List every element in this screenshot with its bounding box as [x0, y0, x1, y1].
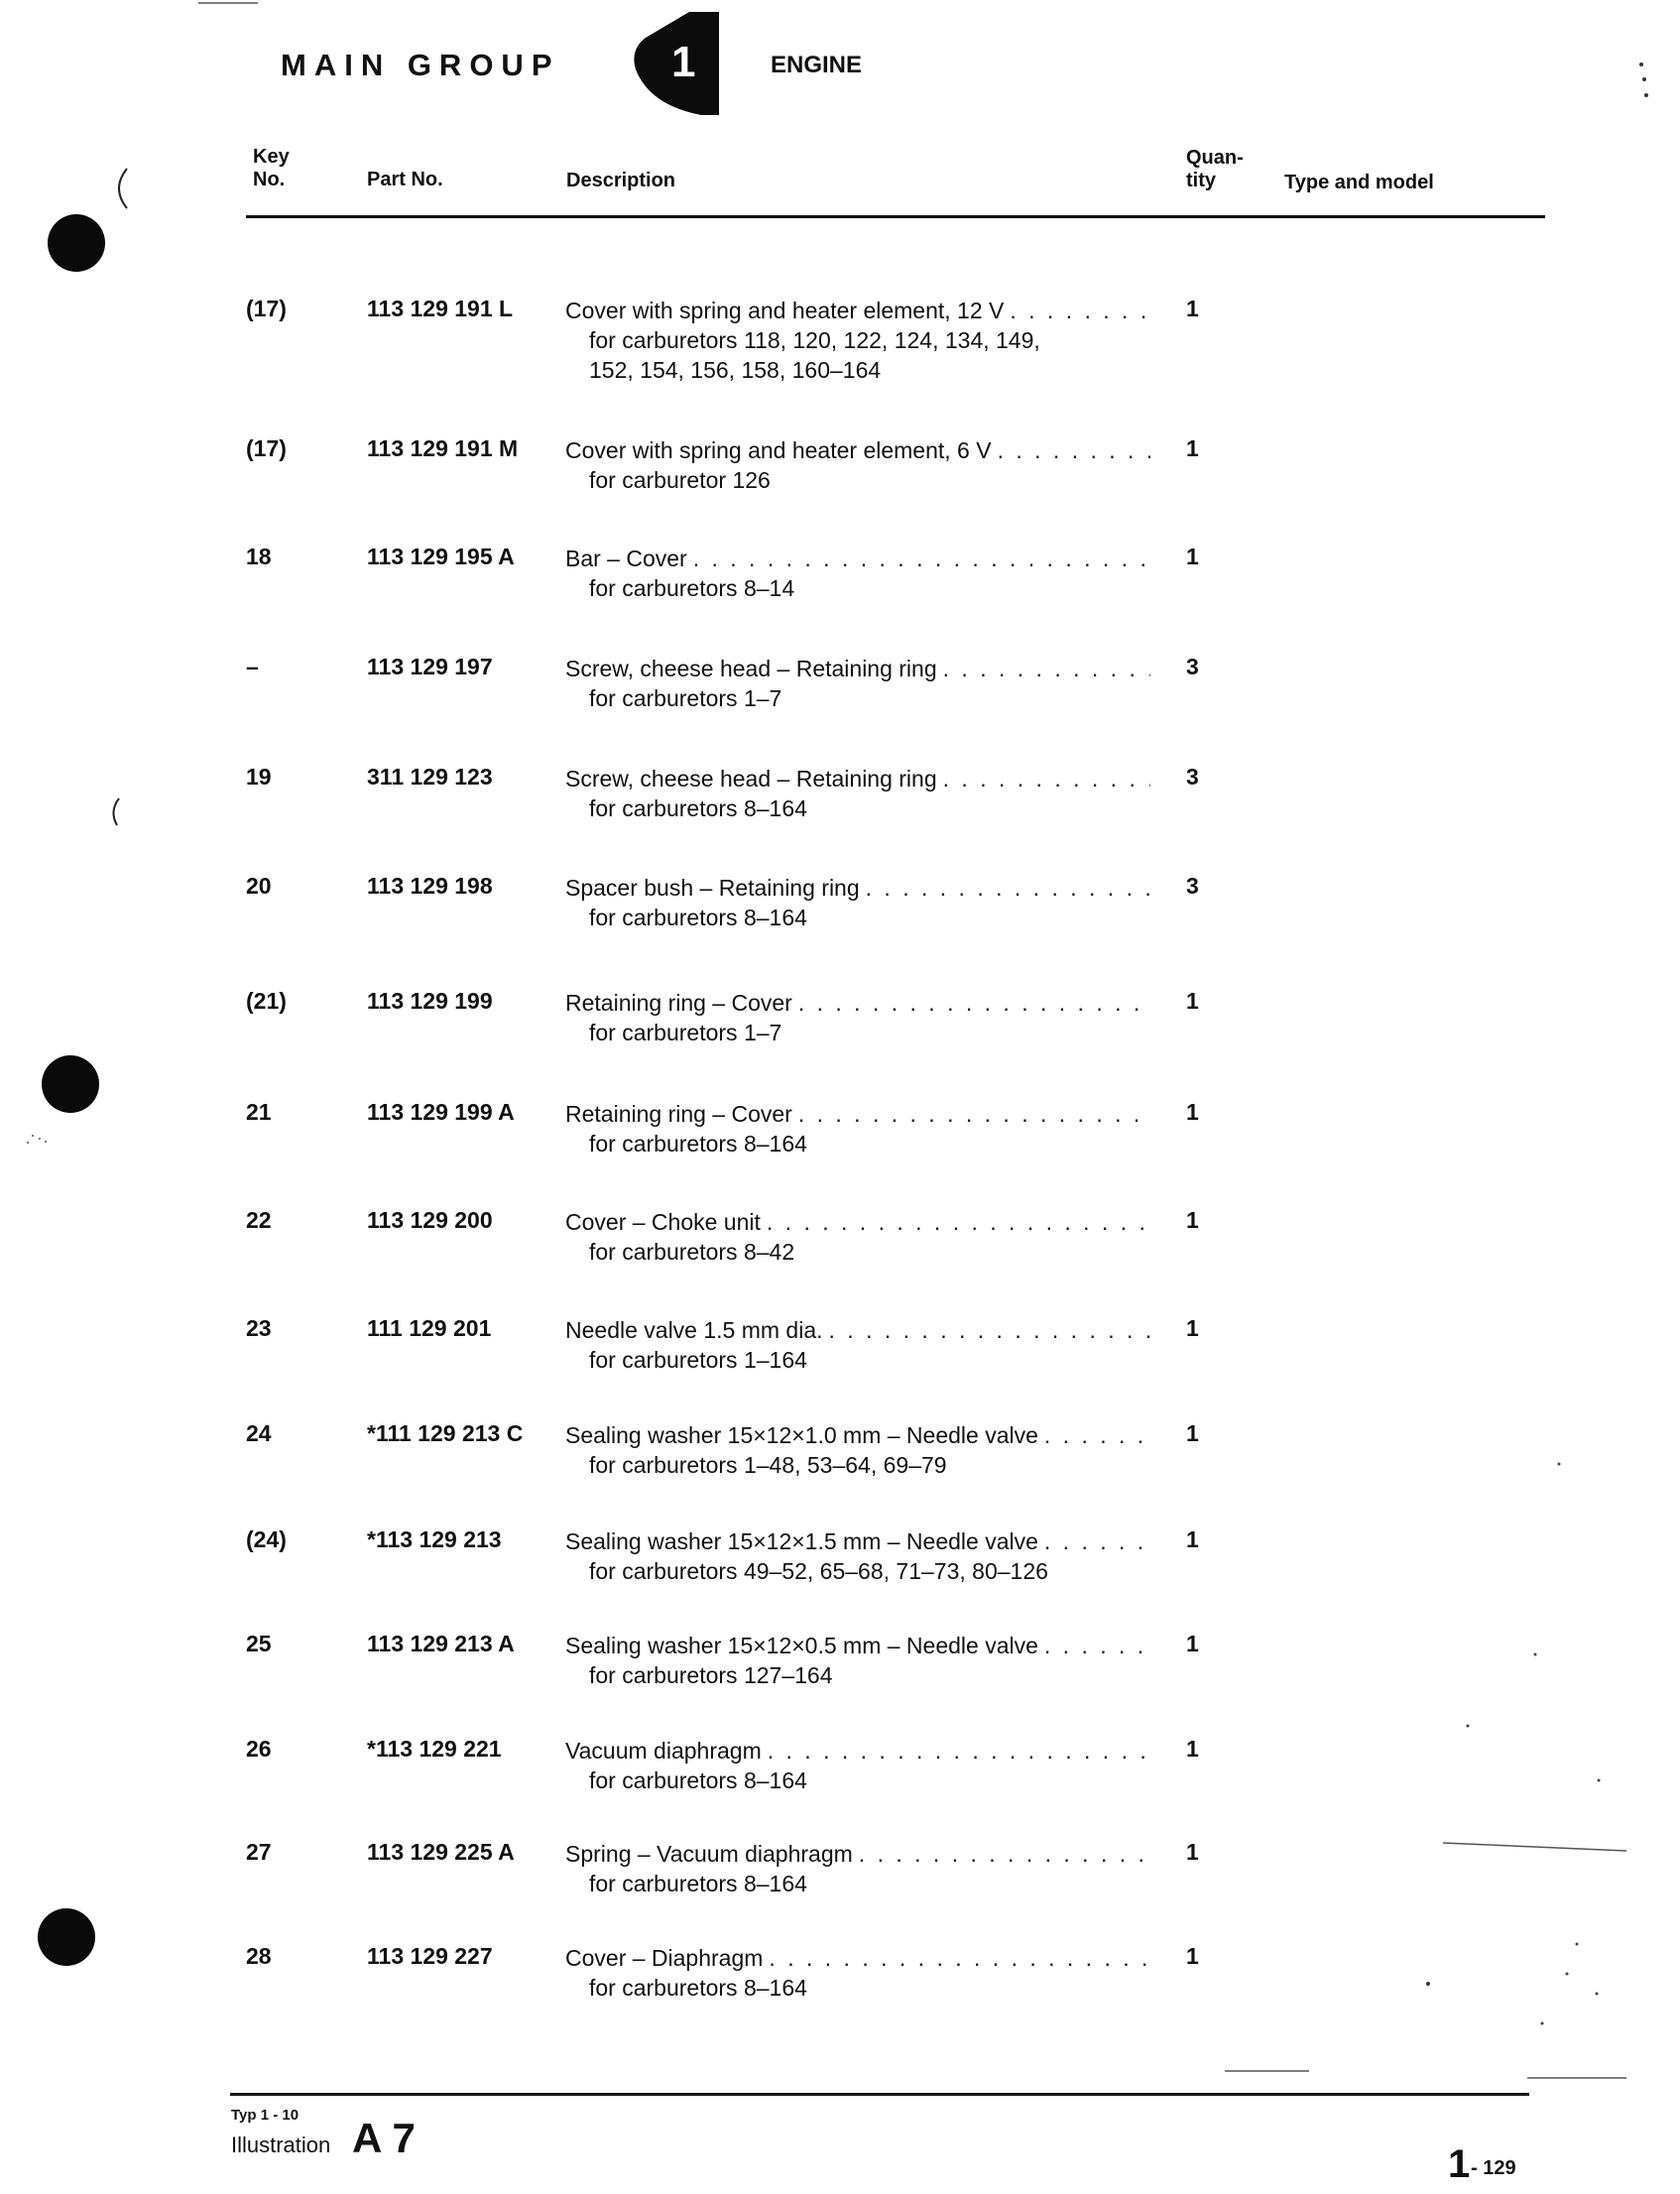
row-description-main [565, 1099, 1150, 1129]
row-application: for carburetors 8–164 [589, 1131, 807, 1157]
row-application: for carburetors 8–164 [589, 1767, 807, 1793]
row-description [565, 544, 1150, 603]
row-description [565, 654, 1150, 713]
parts-row [0, 1207, 1680, 1296]
column-quantity-label: Quan- tity [1186, 147, 1244, 191]
row-application: for carburetors 8–164 [589, 795, 807, 821]
row-description-text: Cover with spring and heater element, 6 V [565, 437, 992, 463]
parts-row [0, 1315, 1680, 1404]
dot-leader [859, 1839, 1150, 1869]
illustration-code: A 7 [352, 2115, 416, 2161]
row-description-main [565, 1839, 1150, 1869]
row-quantity: 3 [1186, 873, 1199, 899]
row-description-text: Screw, cheese head – Retaining ring [565, 766, 937, 792]
row-key-no: (17) [246, 296, 287, 321]
row-description [565, 764, 1150, 823]
row-application: for carburetors 8–164 [589, 905, 807, 930]
page-number-sub: - 129 [1471, 2157, 1516, 2179]
row-description-text: Cover – Choke unit [565, 1209, 761, 1235]
dot-leader [829, 1315, 1150, 1345]
parts-row [0, 1631, 1680, 1720]
row-key-no: 28 [246, 1943, 272, 1969]
row-description [565, 1736, 1150, 1795]
row-description [565, 296, 1150, 385]
row-part-no: 113 129 199 A [367, 1099, 515, 1125]
parts-row [0, 296, 1680, 385]
row-key-no: 22 [246, 1207, 272, 1233]
row-description [565, 1420, 1150, 1480]
parts-row [0, 1099, 1680, 1188]
row-description [565, 988, 1150, 1047]
row-key-no: 20 [246, 873, 272, 899]
row-description-text: Spacer bush – Retaining ring [565, 875, 860, 901]
column-part-no: Part No. [367, 169, 443, 190]
row-quantity: 1 [1186, 1526, 1199, 1552]
row-description [565, 1207, 1150, 1267]
row-key-no: 27 [246, 1839, 272, 1865]
row-quantity: 1 [1186, 1631, 1199, 1656]
row-description [565, 1839, 1150, 1898]
column-quantity [1186, 147, 1256, 192]
row-application: for carburetors 8–42 [589, 1239, 795, 1265]
row-description-main [565, 435, 1150, 465]
row-description-main [565, 1943, 1150, 1973]
row-description-main [565, 1207, 1150, 1237]
row-part-no: 113 129 225 A [367, 1839, 515, 1865]
parts-row [0, 988, 1680, 1077]
parts-row [0, 873, 1680, 962]
row-description-main [565, 988, 1150, 1018]
row-part-no: 113 129 191 L [367, 296, 514, 321]
group-number-badge [632, 10, 721, 117]
row-part-no: 113 129 191 M [367, 435, 519, 461]
page-number-main: 1 [1448, 2142, 1471, 2186]
row-application: for carburetors 118, 120, 122, 124, 134, 149, [589, 327, 1040, 353]
row-part-no: *111 129 213 C [367, 1420, 524, 1446]
row-quantity: 1 [1186, 1207, 1199, 1233]
column-type-model: Type and model [1284, 172, 1434, 193]
row-description-text: Retaining ring – Cover [565, 1101, 792, 1127]
row-description-main [565, 544, 1150, 573]
row-part-no: 113 129 200 [367, 1207, 493, 1233]
row-description-text: Spring – Vacuum diaphragm [565, 1841, 853, 1867]
parts-row [0, 544, 1680, 633]
group-title: ENGINE [771, 52, 863, 78]
row-quantity: 1 [1186, 1315, 1199, 1341]
row-key-no: (24) [246, 1526, 287, 1552]
row-application: for carburetors 8–14 [589, 575, 795, 601]
type-label: Typ 1 - 10 [231, 2107, 300, 2124]
row-application: for carburetors 1–48, 53–64, 69–79 [589, 1452, 947, 1478]
row-key-no: 21 [246, 1099, 272, 1125]
illustration-label: Illustration [231, 2133, 331, 2157]
dot-leader [1044, 1631, 1150, 1660]
parts-row [0, 435, 1680, 525]
column-description: Description [566, 170, 676, 191]
row-key-no: (21) [246, 988, 287, 1014]
column-key-no-label: Key No. [253, 146, 290, 190]
parts-row [0, 1839, 1680, 1928]
row-description-text: Bar – Cover [565, 546, 687, 571]
dot-leader [1044, 1526, 1150, 1556]
dot-leader [1010, 296, 1150, 325]
row-application: for carburetors 1–164 [589, 1347, 807, 1373]
dot-leader [798, 1099, 1150, 1129]
row-description [565, 1315, 1150, 1375]
row-description-text: Sealing washer 15×12×1.0 mm – Needle valve [565, 1422, 1038, 1448]
row-description-text: Retaining ring – Cover [565, 990, 792, 1016]
row-description-main [565, 296, 1150, 325]
row-key-no: 26 [246, 1736, 272, 1762]
row-quantity: 3 [1186, 654, 1199, 679]
footer-divider [230, 2093, 1529, 2096]
row-description-main [565, 764, 1150, 793]
row-part-no: 113 129 198 [367, 873, 493, 899]
row-part-no: 113 129 227 [367, 1943, 493, 1969]
dot-leader [943, 764, 1150, 793]
row-application: for carburetors 49–52, 65–68, 71–73, 80–126 [589, 1558, 1048, 1584]
row-key-no: 19 [246, 764, 272, 790]
parts-row [0, 764, 1680, 853]
column-key-no [253, 146, 322, 191]
row-description-text: Sealing washer 15×12×0.5 mm – Needle valve [565, 1633, 1038, 1658]
dot-leader [693, 544, 1150, 573]
row-part-no: *113 129 213 [367, 1526, 502, 1552]
dot-leader [768, 1736, 1150, 1766]
row-description-text: Cover with spring and heater element, 12 V [565, 298, 1005, 323]
row-quantity: 1 [1186, 1420, 1199, 1446]
dot-leader [769, 1943, 1150, 1973]
row-application: for carburetors 8–164 [589, 1871, 807, 1896]
main-group-label: MAIN GROUP [281, 48, 560, 82]
dot-leader [767, 1207, 1150, 1237]
row-application: for carburetor 126 [589, 467, 771, 493]
row-quantity: 1 [1186, 1839, 1199, 1865]
row-description-text: Needle valve 1.5 mm dia. [565, 1317, 823, 1343]
row-application: for carburetors 1–7 [589, 1020, 782, 1045]
parts-row [0, 1736, 1680, 1825]
row-description [565, 873, 1150, 932]
row-quantity: 3 [1186, 764, 1199, 790]
row-description [565, 1943, 1150, 2003]
dot-leader [998, 435, 1150, 465]
row-description-main [565, 1526, 1150, 1556]
dot-leader [798, 988, 1150, 1018]
row-application-cont: 152, 154, 156, 158, 160–164 [589, 357, 882, 383]
row-key-no: 23 [246, 1315, 272, 1341]
dot-leader [866, 873, 1150, 903]
parts-row [0, 654, 1680, 743]
parts-row [0, 1943, 1680, 2032]
row-quantity: 1 [1186, 1099, 1199, 1125]
row-description-main [565, 873, 1150, 903]
row-part-no: *113 129 221 [367, 1736, 502, 1762]
row-application: for carburetors 8–164 [589, 1975, 807, 2001]
row-part-no: 311 129 123 [367, 764, 493, 790]
parts-row [0, 1526, 1680, 1616]
parts-row [0, 1420, 1680, 1510]
row-key-no: 25 [246, 1631, 272, 1656]
row-description-main [565, 654, 1150, 683]
dot-leader [943, 654, 1150, 683]
dot-leader [1044, 1420, 1150, 1450]
row-description [565, 1631, 1150, 1690]
header-divider [246, 215, 1545, 218]
row-description-main [565, 1631, 1150, 1660]
row-description-main [565, 1420, 1150, 1450]
row-description-text: Cover – Diaphragm [565, 1945, 764, 1971]
row-quantity: 1 [1186, 435, 1199, 461]
row-part-no: 113 129 195 A [367, 544, 515, 569]
row-description-text: Sealing washer 15×12×1.5 mm – Needle valve [565, 1528, 1038, 1554]
row-quantity: 1 [1186, 544, 1199, 569]
row-key-no: – [246, 654, 259, 679]
row-application: for carburetors 127–164 [589, 1662, 833, 1688]
row-quantity: 1 [1186, 1943, 1199, 1969]
row-description [565, 435, 1150, 495]
row-description [565, 1526, 1150, 1586]
row-quantity: 1 [1186, 296, 1199, 321]
row-key-no: 18 [246, 544, 272, 569]
row-part-no: 113 129 213 A [367, 1631, 515, 1656]
row-description-main [565, 1736, 1150, 1766]
row-quantity: 1 [1186, 988, 1199, 1014]
row-quantity: 1 [1186, 1736, 1199, 1762]
row-part-no: 113 129 199 [367, 988, 493, 1014]
row-application: for carburetors 1–7 [589, 685, 782, 711]
row-description [565, 1099, 1150, 1158]
row-part-no: 111 129 201 [367, 1315, 492, 1341]
row-description-text: Vacuum diaphragm [565, 1738, 762, 1764]
punch-hole-top [48, 214, 105, 272]
row-description-main [565, 1315, 1150, 1345]
row-key-no: 24 [246, 1420, 272, 1446]
row-part-no: 113 129 197 [367, 654, 493, 679]
row-description-text: Screw, cheese head – Retaining ring [565, 656, 937, 681]
group-number: 1 [671, 38, 696, 86]
row-key-no: (17) [246, 435, 287, 461]
